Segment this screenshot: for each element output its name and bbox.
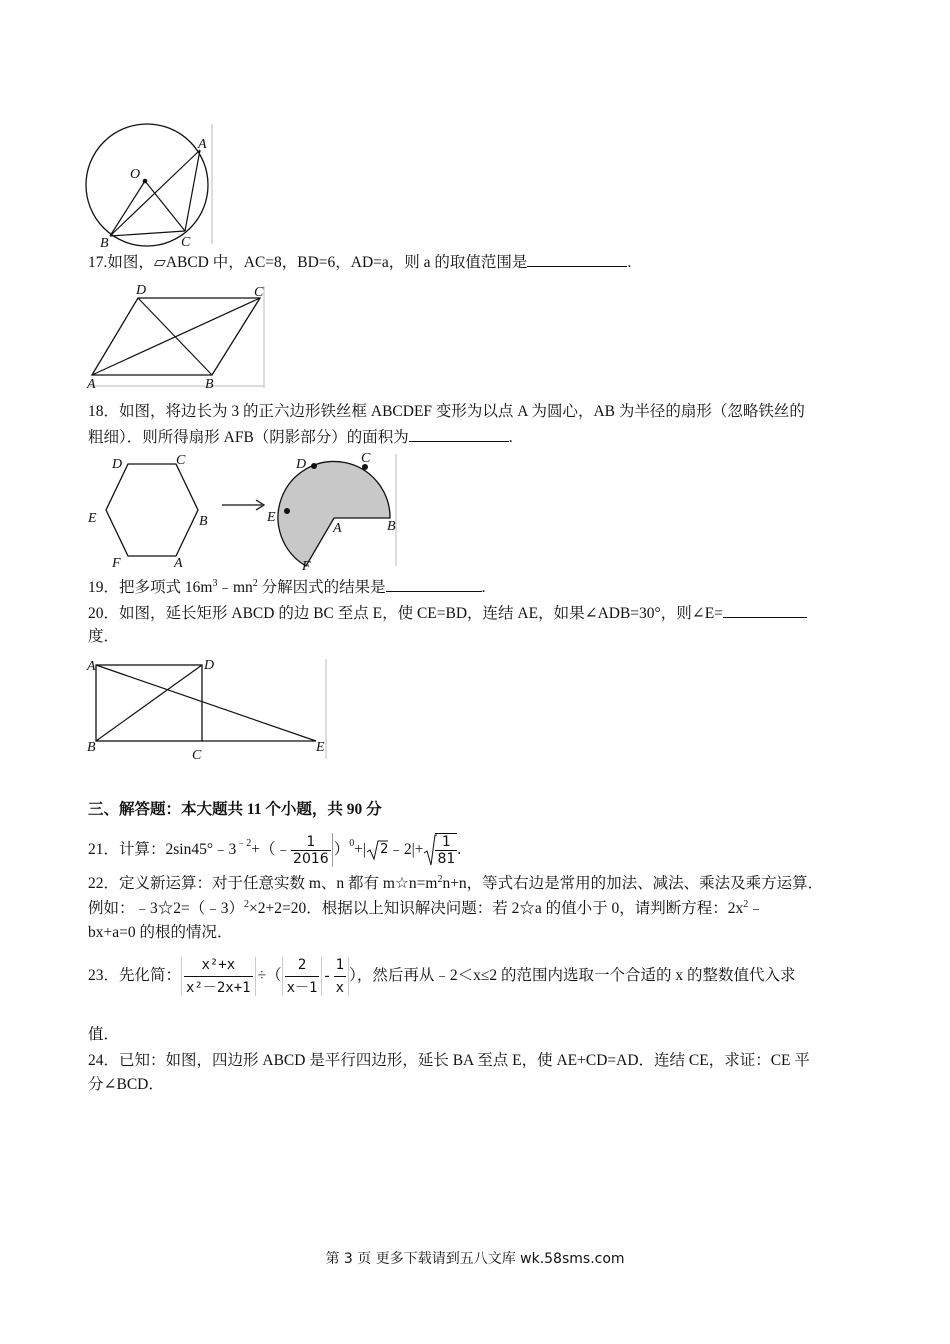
question-18-line1: 18．如图，将边长为 3 的正六边形铁丝框 ABCDEF 变形为以点 A 为圆心，AB 为半径的扇形（忽略铁丝的 xyxy=(88,403,805,420)
circle-label-a: A xyxy=(198,137,207,152)
question-20-line2: 度． xyxy=(88,628,120,645)
q21-fraction xyxy=(291,834,331,867)
q20-line1-text: 20．如图，延长矩形 ABCD 的边 BC 至点 E，使 CE=BD，连结 AE，如果∠ADB=30°，则∠E= xyxy=(88,605,723,622)
page-footer: 第 3 页 更多下载请到五八文库 wk.58sms.com xyxy=(325,1251,625,1267)
q19-text-c: 分解因式的结果是 xyxy=(257,579,386,596)
rect-label-d: D xyxy=(204,658,215,673)
rect-label-b: B xyxy=(87,740,96,755)
q21-sqrt-den: 81 xyxy=(437,851,456,867)
sector-label-f: F xyxy=(302,559,311,574)
q21-close: ） xyxy=(333,841,350,858)
q21-frac-den: 2016 xyxy=(293,850,329,867)
hex-label-e: E xyxy=(88,511,97,526)
q22-line1a: 22．定义新运算：对于任意实数 m、n 都有 m☆n=m xyxy=(88,875,438,892)
para-label-d: D xyxy=(136,283,147,298)
rectangle-figure xyxy=(84,655,334,763)
question-22-line3: bx+a=0 的根的情况． xyxy=(88,924,233,941)
q21-abs-part: +| xyxy=(354,841,367,858)
q23-lead: 23．先化简： xyxy=(88,967,182,984)
q23-fraction-2 xyxy=(282,957,323,996)
q23-div: ÷（ xyxy=(257,967,282,984)
question-22-line2 xyxy=(88,899,764,919)
sector-label-b: B xyxy=(387,519,396,534)
q22-line2-sup2: 2 xyxy=(743,898,749,910)
question-17 xyxy=(88,252,631,273)
rect-label-e: E xyxy=(316,740,325,755)
q21-sqrt-fraction xyxy=(435,833,457,867)
question-20-line1 xyxy=(88,603,807,624)
hex-label-c: C xyxy=(176,453,186,468)
answer-blank-19[interactable] xyxy=(386,577,482,592)
circle-label-c: C xyxy=(181,235,191,250)
rect-label-c: C xyxy=(192,748,202,763)
q19-end: . xyxy=(481,579,486,596)
q21-sqrt2-value: 2 xyxy=(380,842,389,857)
question-24-line1: 24．已知：如图，四边形 ABCD 是平行四边形，延长 BA 至点 E，使 AE+CD=AD．连结 CE，求证：CE 平 xyxy=(88,1052,810,1069)
question-24-line2: 分∠BCD． xyxy=(88,1076,164,1093)
sector-label-d: D xyxy=(296,457,307,472)
para-label-c: C xyxy=(254,285,264,300)
q21-minus2: ﹣2|+ xyxy=(388,841,424,858)
q23-f2-num: 2 xyxy=(297,956,307,973)
q22-line1-sup: 2 xyxy=(437,873,443,885)
q23-fraction-1 xyxy=(181,957,256,996)
q19-text-a: 19．把多项式 16m xyxy=(88,579,213,596)
q23-fraction-3 xyxy=(332,957,349,996)
answer-blank-18[interactable] xyxy=(409,427,509,442)
q23-f1-den: x²－2x+1 xyxy=(184,976,253,996)
circle-figure xyxy=(84,120,218,250)
q21-lead: 21．计算：2sin45°﹣3 xyxy=(88,841,237,858)
question-23 xyxy=(88,950,795,1002)
q21-plus-open: +（﹣ xyxy=(251,841,292,858)
q22-line2b: ×2+2=20．根据以上知识解决问题：若 2☆a 的值小于 0，请判断方程：2x xyxy=(249,900,744,917)
q21-bar xyxy=(332,833,333,867)
q18-line2-text: 粗细）．则所得扇形 AFB（阴影部分）的面积为 xyxy=(88,429,409,446)
hex-label-f: F xyxy=(112,556,121,571)
circle-label-o: O xyxy=(130,167,141,182)
section-3-heading: 三、解答题：本大题共 11 个小题，共 90 分 xyxy=(88,801,382,818)
sector-label-a: A xyxy=(333,521,342,536)
hex-label-a: A xyxy=(174,556,183,571)
sector-label-c: C xyxy=(361,451,371,466)
rect-label-a: A xyxy=(87,659,96,674)
q23-minus: - xyxy=(324,967,330,984)
q23-f2-den: x－1 xyxy=(285,976,320,996)
parallelogram-figure xyxy=(84,280,270,392)
question-23-line2: 值． xyxy=(88,1026,120,1043)
q21-frac-num: 1 xyxy=(306,833,316,850)
q23-f1-num: x²+x xyxy=(201,956,236,973)
question-22-line1 xyxy=(88,874,823,894)
hex-label-b: B xyxy=(199,514,208,529)
hexagon-sector-figure xyxy=(84,450,404,574)
q23-tail: ），然后再从﹣2＜x≤2 的范围内选取一个合适的 x 的整数值代入求 xyxy=(349,967,796,984)
q17-text-b: ABCD 中，AC=8，BD=6，AD=a，则 a 的取值范围是 xyxy=(165,254,528,271)
q19-sup1: 3 xyxy=(212,577,218,589)
q19-text-b: ﹣mn xyxy=(217,579,253,596)
q21-sqrt-frac xyxy=(423,833,437,867)
q17-text-a: 如图， xyxy=(107,254,154,271)
answer-blank-20[interactable] xyxy=(723,603,807,618)
q23-f3-den: x xyxy=(334,976,346,996)
parallelogram-symbol: ▱ xyxy=(153,254,166,271)
q22-line1b: n+n，等式右边是常用的加法、减法、乘法及乘方运算． xyxy=(442,875,824,892)
hex-label-d: D xyxy=(112,457,123,472)
q22-line2a: 例如：﹣3☆2=（﹣3） xyxy=(88,900,244,917)
q21-end: . xyxy=(457,841,462,858)
q19-sup2: 2 xyxy=(252,577,258,589)
question-19 xyxy=(88,577,486,598)
question-18-line2 xyxy=(88,427,513,448)
q23-f3-num: 1 xyxy=(335,956,345,973)
answer-blank-17[interactable] xyxy=(527,252,627,267)
q21-sqrt-num: 1 xyxy=(441,834,451,850)
q22-line2-sup: 2 xyxy=(244,898,249,910)
q22-line2c: ﹣ xyxy=(748,900,764,917)
question-21: 21．计算：2sin45°﹣3 $^{﹣2}$ +（﹣ $\frac{1}{2016}$ ） $^0$ +| 2 ﹣2|+ $\frac{1}{81}$ . xyxy=(88,833,462,867)
q17-end: . xyxy=(627,254,632,271)
circle-label-b: B xyxy=(100,236,109,251)
sector-label-e: E xyxy=(267,510,276,525)
para-label-a: A xyxy=(87,377,96,392)
para-label-b: B xyxy=(205,377,214,392)
q17-number: 17. xyxy=(88,254,108,271)
q18-end: . xyxy=(508,429,513,446)
